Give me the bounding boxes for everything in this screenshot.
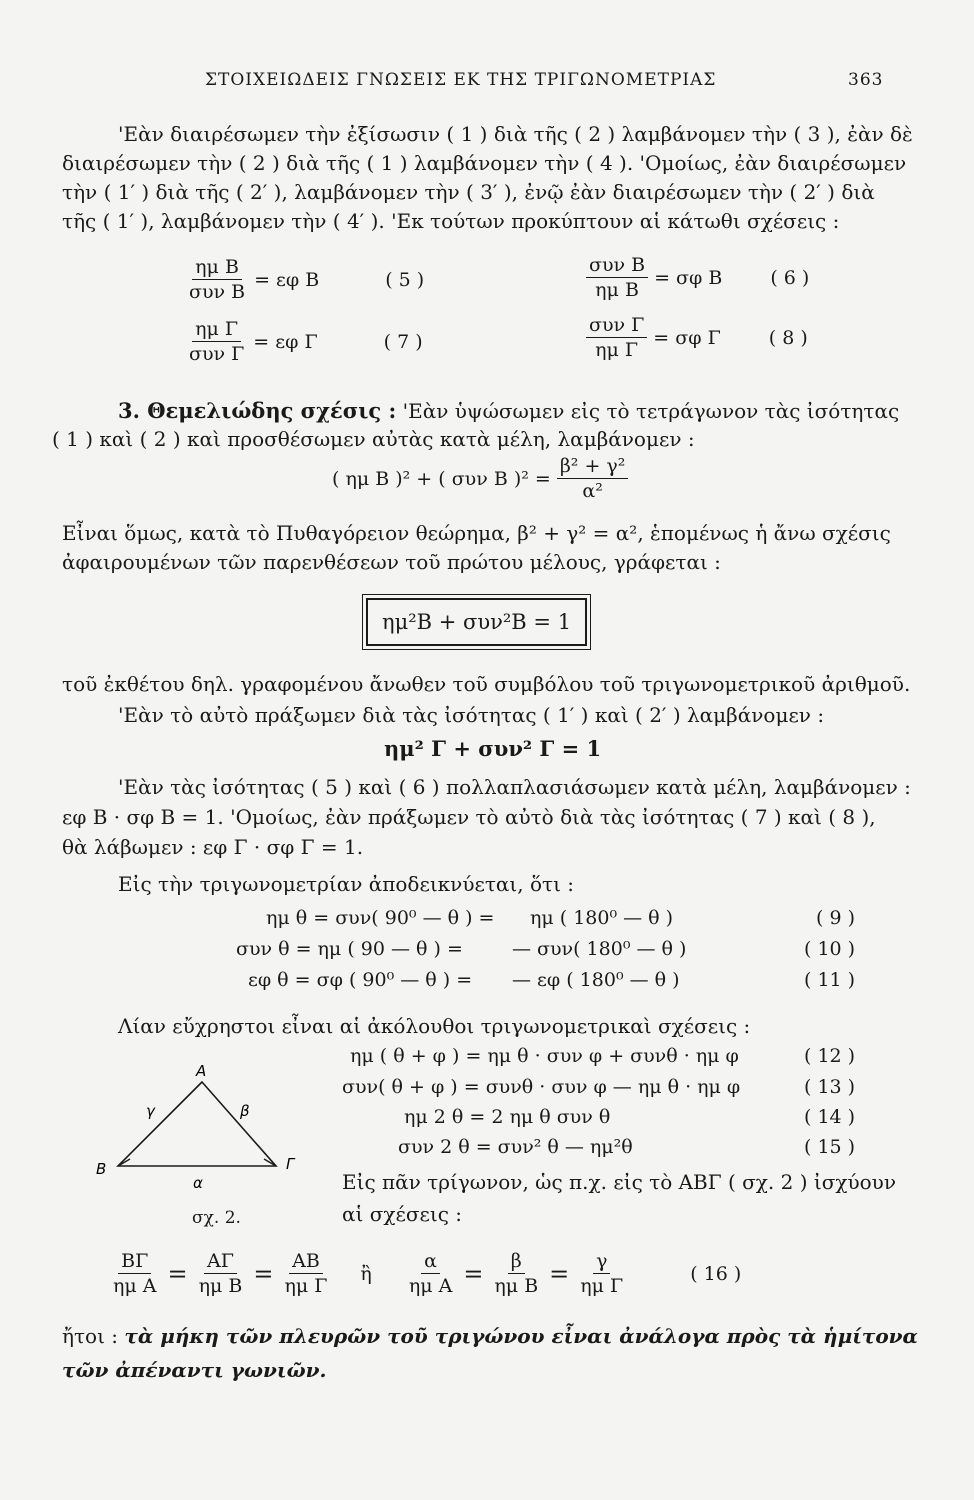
equation-tag: ( 16 ) bbox=[690, 1262, 742, 1285]
intro-line-2: διαιρέσωμεν τὴν ( 2 ) διὰ τῆς ( 1 ) λαμβάνομεν τὴν ( 4 ). 'Ομοίως, ἐὰν διαιρέσωμεν bbox=[62, 151, 907, 175]
conclusion-line-2: τῶν ἀπέναντι γωνιῶν. bbox=[62, 1358, 327, 1382]
fraction: $\frac{\beta}{\text{ημ Β}}$ bbox=[494, 1250, 539, 1297]
side-b-label: β bbox=[240, 1102, 250, 1120]
multiply-line-2: εφ B · σφ B = 1. 'Ομοίως, ἐὰν πράξωμεν τὸ αὐτὸ διὰ τὰς ἰσότητας ( 7 ) καὶ ( 8 ), bbox=[62, 805, 876, 829]
fraction: $\frac{\gamma}{\text{ημ Γ}}$ bbox=[580, 1250, 624, 1297]
equation-8: $\frac{\text{συν Γ}}{\text{ημ Γ}}$ = σφ Γ ( 8 ) bbox=[586, 314, 808, 361]
equation-12-tag: ( 12 ) bbox=[804, 1045, 856, 1067]
equation-13: συν( θ + φ ) = συνθ · συν φ — ημ θ · ημ φ bbox=[342, 1076, 741, 1098]
equation-13-tag: ( 13 ) bbox=[804, 1076, 856, 1098]
equation-10-rhs: — συν( 180⁰ — θ ) bbox=[512, 938, 687, 960]
fraction: $\frac{B\Gamma}{\text{ημ Α}}$ bbox=[113, 1250, 157, 1297]
equation-12: ημ ( θ + φ ) = ημ θ · συν φ + συνθ · ημ φ bbox=[350, 1045, 739, 1067]
equation-7: $\frac{\text{ημ Γ}}{\text{συν Γ}}$ = εφ Γ ( 7 ) bbox=[186, 318, 423, 365]
equation-15-tag: ( 15 ) bbox=[804, 1136, 856, 1158]
law-of-sines: $\frac{B\Gamma}{\text{ημ Α}}$ = $\frac{A\Gamma}{\text{ημ Β}}$ = $\frac{AB}{\text{ημ Γ}}$ ἢ $\frac{\alpha}{\text{ημ Α}}$ = $\frac{\beta}{\text{ημ Β}}$ = $\frac{\gamma}{\text{ημ Γ}}$ ( 16 ) bbox=[110, 1250, 741, 1297]
equation-14-tag: ( 14 ) bbox=[804, 1106, 856, 1128]
equation-9-rhs: ημ ( 180⁰ — θ ) bbox=[530, 907, 674, 929]
multiply-line-3: θὰ λάβωμεν : εφ Γ · σφ Γ = 1. bbox=[62, 835, 364, 859]
vertex-g-label: Γ bbox=[286, 1155, 295, 1173]
fraction: $\frac{AB}{\text{ημ Γ}}$ bbox=[284, 1250, 328, 1297]
equation-10-lhs: συν θ = ημ ( 90 — θ ) = bbox=[236, 938, 463, 960]
triangle-figure bbox=[80, 1060, 310, 1200]
equation-11-tag: ( 11 ) bbox=[804, 969, 856, 991]
useful-relations-line: Λίαν εὔχρηστοι εἶναι αἱ ἀκόλουθοι τριγωνομετρικαὶ σχέσεις : bbox=[118, 1014, 751, 1038]
equation-11-rhs: — εφ ( 180⁰ — θ ) bbox=[512, 969, 680, 991]
pythagoras-line-2: ἀφαιρουμένων τῶν παρενθέσεων τοῦ πρώτου μέλους, γράφεται : bbox=[62, 550, 721, 574]
fraction: $\frac{\text{β² + γ²}}{\text{α²}}$ bbox=[557, 455, 629, 502]
page-number: 363 bbox=[848, 70, 884, 90]
side-a-label: α bbox=[193, 1174, 203, 1192]
equation-tag: ( 6 ) bbox=[770, 266, 810, 289]
after-box-line: τοῦ ἐκθέτου δηλ. γραφομένου ἄνωθεν τοῦ συμβόλου τοῦ τριγωνομετρικοῦ ἀριθμοῦ. bbox=[62, 672, 911, 696]
side-g-label: γ bbox=[146, 1102, 155, 1120]
fraction: $\frac{\alpha}{\text{ημ Α}}$ bbox=[408, 1250, 453, 1297]
equation-9-tag: ( 9 ) bbox=[816, 907, 855, 929]
pythagoras-line-1: Εἶναι ὅμως, κατὰ τὸ Πυθαγόρειον θεώρημα, β² + γ² = α², ἑπομένως ἡ ἄνω σχέσις bbox=[62, 521, 891, 545]
equation-10-tag: ( 10 ) bbox=[804, 938, 856, 960]
fraction: $\frac{\text{ημ B}}{\text{συν B}}$ bbox=[189, 256, 246, 303]
equation-tag: ( 8 ) bbox=[768, 326, 808, 349]
triangle-line-1: Εἰς πᾶν τρίγωνον, ὡς π.χ. εἰς τὸ ΑΒΓ ( σχ. 2 ) ἰσχύουν bbox=[342, 1170, 896, 1194]
equation-6: $\frac{\text{συν B}}{\text{ημ B}}$ = σφ B ( 6 ) bbox=[586, 254, 809, 301]
intro-line-4: τῆς ( 1′ ), λαμβάνομεν τὴν ( 4′ ). 'Εκ τούτων προκύπτουν αἱ κάτωθι σχέσεις : bbox=[62, 209, 840, 233]
equation-15: συν 2 θ = συν² θ — ημ²θ bbox=[398, 1136, 633, 1158]
section-3-line-2: ( 1 ) καὶ ( 2 ) καὶ προσθέσωμεν αὐτὰς κατὰ μέλη, λαμβάνομεν : bbox=[52, 427, 695, 451]
intro-line-3: τὴν ( 1′ ) διὰ τῆς ( 2′ ), λαμβάνομεν τὴν ( 3′ ), ἐνῷ ἐὰν διαιρέσωμεν τὴν ( 2′ ) διὰ bbox=[62, 180, 875, 204]
vertex-a-label: A bbox=[196, 1062, 207, 1080]
triangle-shape bbox=[118, 1082, 276, 1166]
equation-11-lhs: εφ θ = σφ ( 90⁰ — θ ) = bbox=[248, 969, 473, 991]
equation-tag: ( 5 ) bbox=[385, 268, 425, 291]
running-header: ΣΤΟΙΧΕΙΩΔΕΙΣ ΓΝΩΣΕΙΣ ΕΚ ΤΗΣ ΤΡΙΓΩΝΟΜΕΤΡΙΑΣ bbox=[205, 70, 717, 90]
or-word: ἢ bbox=[360, 1262, 372, 1285]
fraction: $\frac{\text{ημ Γ}}{\text{συν Γ}}$ bbox=[189, 318, 245, 365]
equation-tag: ( 7 ) bbox=[383, 330, 423, 353]
squares-equation: ( ημ B )² + ( συν B )² = $\frac{\text{β² + γ²}}{\text{α²}}$ bbox=[332, 455, 628, 502]
equation-9-lhs: ημ θ = συν( 90⁰ — θ ) = bbox=[266, 907, 495, 929]
equation-5: $\frac{\text{ημ B}}{\text{συν B}}$ = εφ B ( 5 ) bbox=[186, 256, 424, 303]
conclusion-line-1: ἤτοι : τὰ μήκη τῶν πλευρῶν τοῦ τριγώνου εἶναι ἀνάλογα πρὸς τὰ ἡμίτονα bbox=[62, 1324, 918, 1348]
fraction: $\frac{\text{συν B}}{\text{ημ B}}$ bbox=[586, 254, 648, 301]
triangle-line-2: αἱ σχέσεις : bbox=[342, 1202, 462, 1226]
figure-caption: σχ. 2. bbox=[192, 1208, 241, 1228]
section-heading: 3. Θεμελιώδης σχέσις : bbox=[118, 398, 397, 423]
multiply-line-1: 'Εὰν τὰς ἰσότητας ( 5 ) καὶ ( 6 ) πολλαπλασιάσωμεν κατὰ μέλη, λαμβάνομεν : bbox=[118, 775, 911, 799]
gamma-identity: ημ² Γ + συν² Γ = 1 bbox=[384, 736, 602, 761]
same-operation-line: 'Εὰν τὸ αὐτὸ πράξωμεν διὰ τὰς ἰσότητας ( 1′ ) καὶ ( 2′ ) λαμβάνομεν : bbox=[118, 703, 825, 727]
fraction: $\frac{A\Gamma}{\text{ημ Β}}$ bbox=[198, 1250, 243, 1297]
intro-line-1: 'Εὰν διαιρέσωμεν τὴν ἐξίσωσιν ( 1 ) διὰ τῆς ( 2 ) λαμβάνομεν τὴν ( 3 ), ἐὰν δὲ bbox=[118, 122, 913, 146]
section-3-line-1: 3. Θεμελιώδης σχέσις : 'Εὰν ὑψώσωμεν εἰς τὸ τετράγωνον τὰς ἰσότητας bbox=[118, 398, 900, 423]
equation-14: ημ 2 θ = 2 ημ θ συν θ bbox=[404, 1106, 611, 1128]
boxed-identity: ημ²B + συν²B = 1 bbox=[362, 594, 591, 650]
fraction: $\frac{\text{συν Γ}}{\text{ημ Γ}}$ bbox=[586, 314, 647, 361]
proof-line: Εἰς τὴν τριγωνομετρίαν ἀποδεικνύεται, ὅτι : bbox=[118, 872, 575, 896]
vertex-b-label: B bbox=[96, 1160, 107, 1178]
